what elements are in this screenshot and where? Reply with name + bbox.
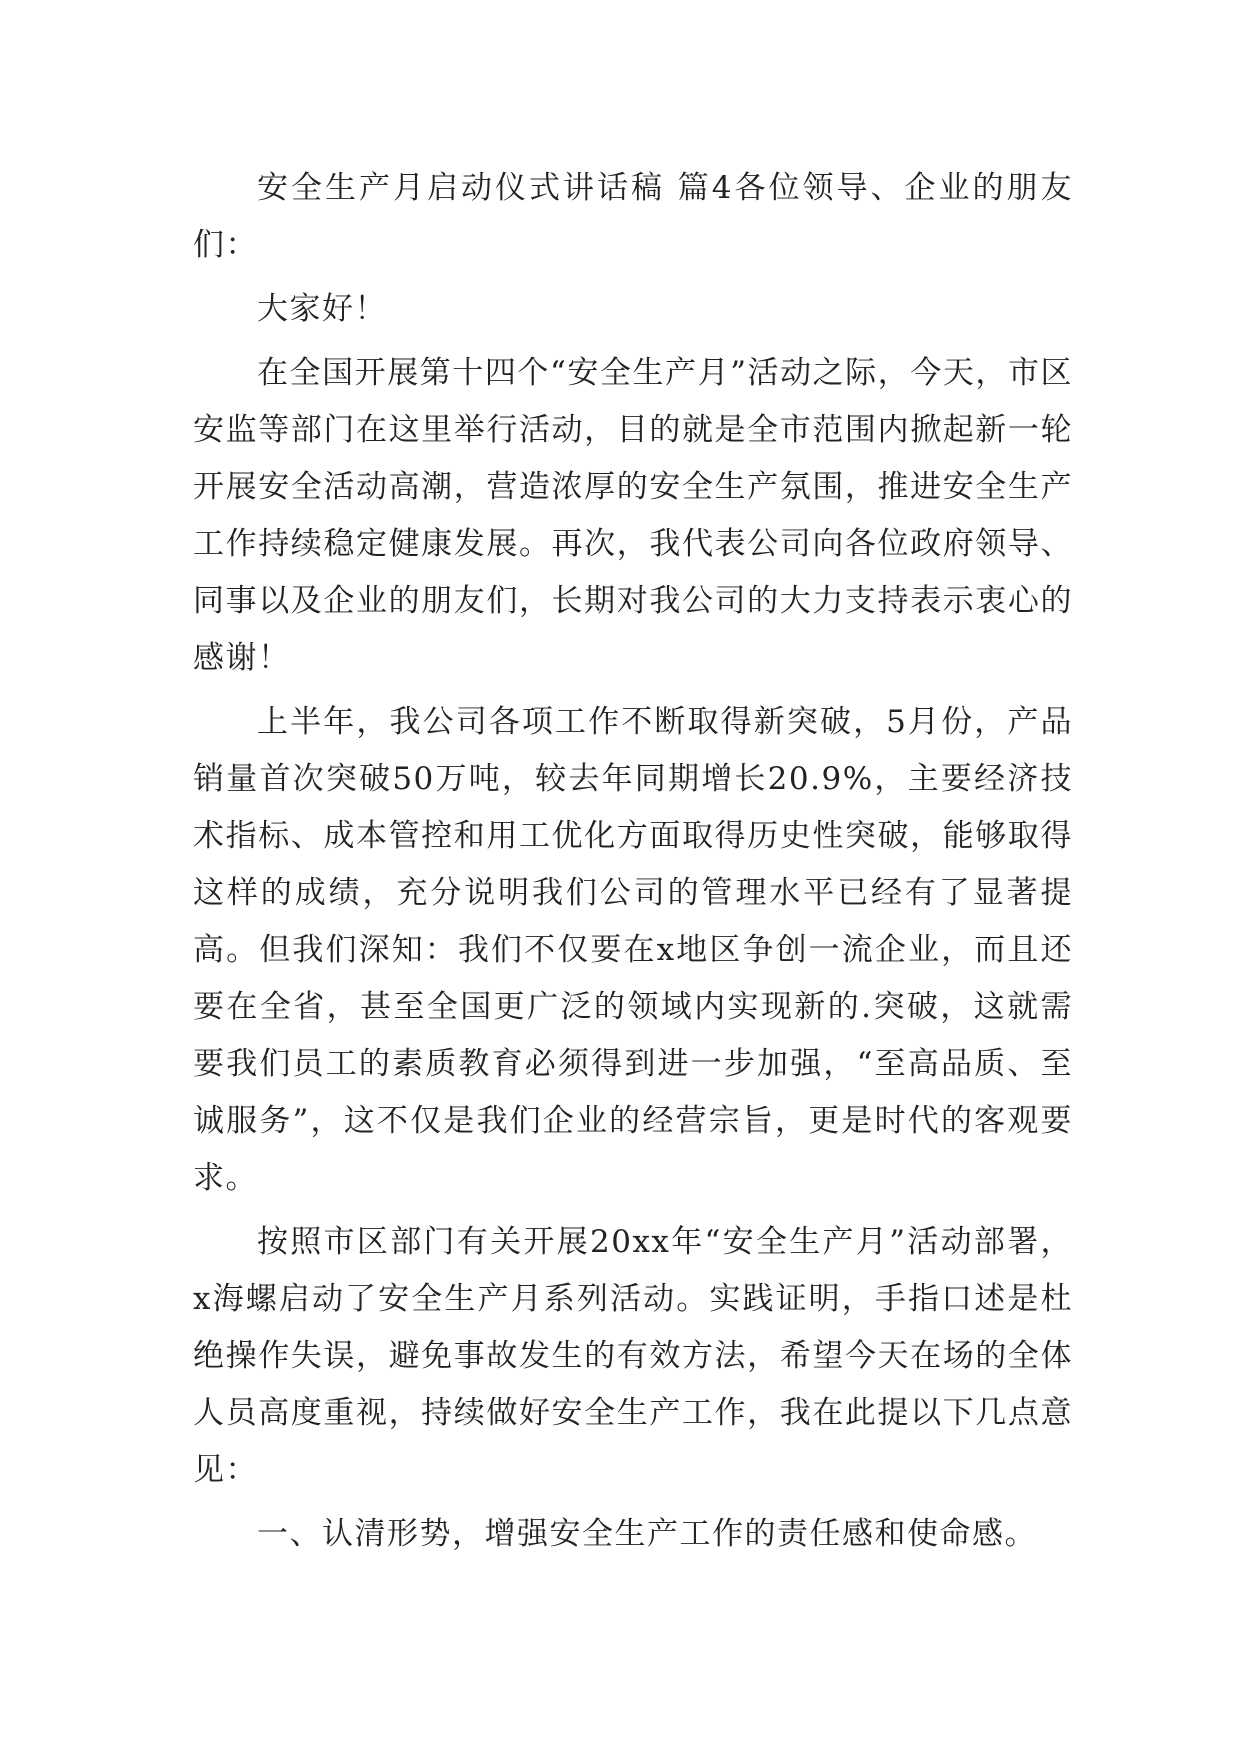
body-paragraph-2: 上半年，我公司各项工作不断取得新突破，5月份，产品销量首次突破50万吨，较去年同期增长20.9%，主要经济技术指标、成本管控和用工优化方面取得历史性突破，能够取得这样的成绩，充分说明我们公司的管理水平已经有了显著提高。但我们深知：我们不仅要在x地区争创一流企业，而且还要在全省，甚至全国更广泛的领域内实现新的.突破，这就需要我们员工的素质教育必须得到进一步加强，“至高品质、至诚服务”，这不仅是我们企业的经营宗旨，更是时代的客观要求。 (193, 704, 1073, 1196)
greeting-paragraph: 大家好！ (257, 291, 387, 327)
point-one-heading: 一、认清形势，增强安全生产工作的责任感和使命感。 (257, 1516, 1037, 1552)
document-body (193, 160, 1073, 1563)
body-paragraph-1: 在全国开展第十四个“安全生产月”活动之际，今天，市区安监等部门在这里举行活动，目的就是全市范围内掀起新一轮开展安全活动高潮，营造浓厚的安全生产氛围，推进安全生产工作持续稳定健康发展。再次，我代表公司向各位政府领导、同事以及企业的朋友们，长期对我公司的大力支持表示衷心的感谢！ (193, 355, 1073, 676)
document-title-paragraph: 安全生产月启动仪式讲话稿 篇4各位领导、企业的朋友们： (193, 170, 1073, 263)
body-paragraph-3: 按照市区部门有关开展20xx年“安全生产月”活动部署，x海螺启动了安全生产月系列活动。实践证明，手指口述是杜绝操作失误，避免事故发生的有效方法，希望今天在场的全体人员高度重视，持续做好安全生产工作，我在此提以下几点意见： (193, 1224, 1073, 1488)
